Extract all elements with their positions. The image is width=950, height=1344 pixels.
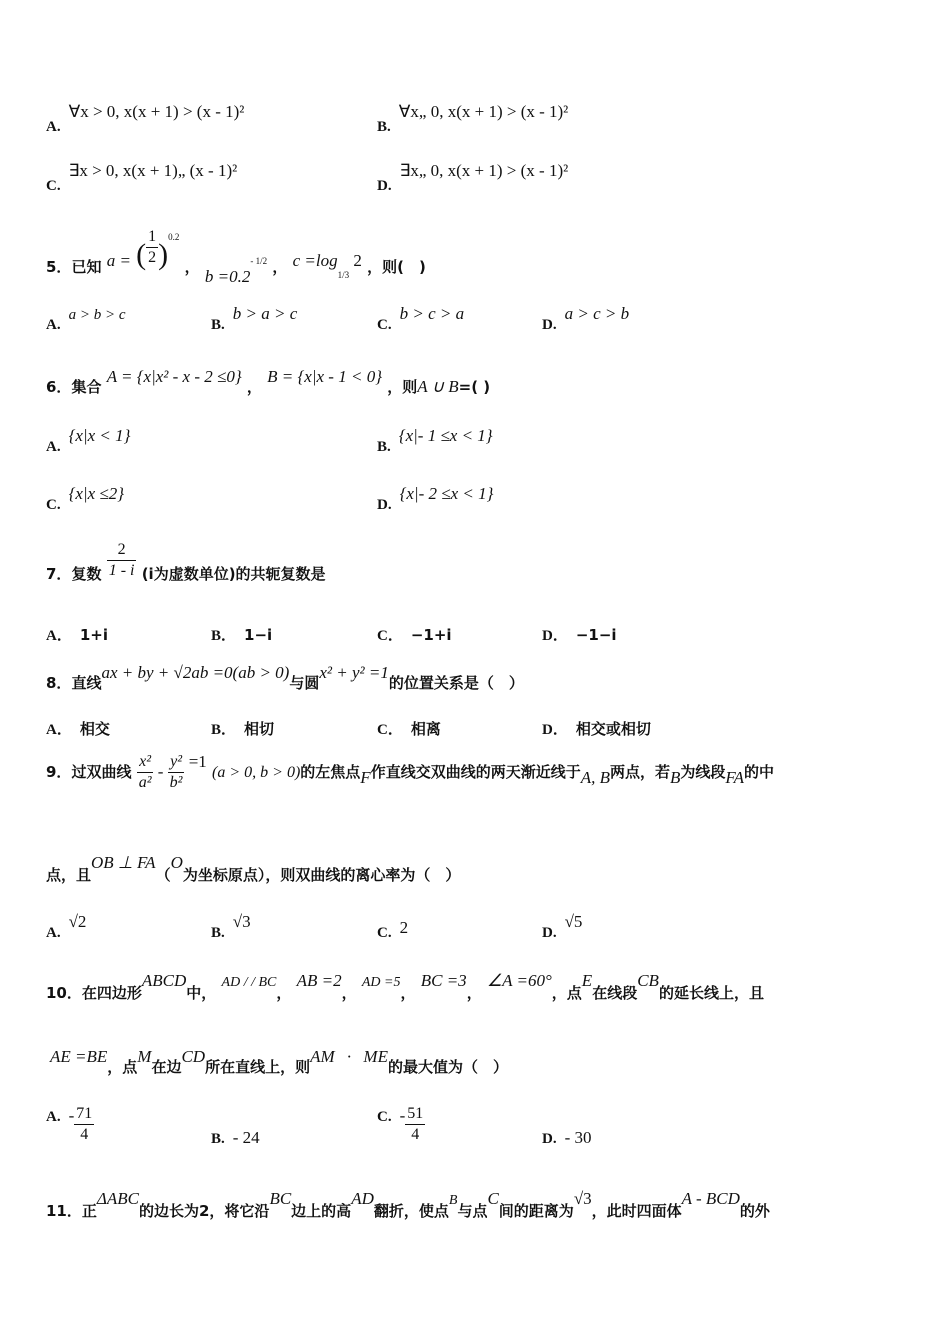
- q4-option-c[interactable]: [46, 161, 238, 194]
- q8-option-a[interactable]: [46, 718, 110, 739]
- q11-number: 11．: [46, 1202, 82, 1220]
- q10-ABCD: ABCD: [141, 971, 187, 990]
- q4-option-c-label: C.: [46, 178, 61, 194]
- q6-option-b-label: B.: [377, 439, 391, 455]
- q8-option-b-label: B．: [211, 722, 237, 738]
- q10-c4: ，: [466, 984, 482, 1002]
- q10-option-a-label: A.: [46, 1109, 61, 1125]
- q9-line2-pre: 点，且: [46, 866, 92, 884]
- q10-M: M: [137, 1047, 152, 1066]
- q6-post2: =( ): [458, 378, 491, 396]
- q9-option-c-label: C.: [377, 925, 392, 941]
- q9-frac-y: [168, 752, 185, 793]
- q7-number: 7．: [46, 565, 72, 583]
- q5-half-den: 2: [148, 249, 157, 266]
- q7-pre: 复数: [71, 565, 102, 583]
- q9-eq: =1: [184, 752, 207, 771]
- q6-post1: ，则: [387, 378, 418, 396]
- q5-option-b[interactable]: [211, 304, 298, 333]
- q10-option-c-label: C.: [377, 1109, 392, 1125]
- q8-mid: 与圆: [289, 674, 320, 692]
- q11-tet: A - BCD: [681, 1189, 740, 1208]
- q6-option-c-expr: {x|x ≤2}: [68, 484, 125, 503]
- q10-option-c-num: 51: [405, 1104, 425, 1125]
- q11-stem: [46, 1188, 770, 1220]
- q7-option-b[interactable]: [211, 624, 272, 645]
- q9-paren-open: （: [155, 866, 171, 884]
- q10-option-d-expr: - 30: [564, 1128, 592, 1147]
- q9-option-d[interactable]: [542, 912, 583, 941]
- q10-option-c[interactable]: [377, 1104, 425, 1145]
- q11-t6: ，此时四面体: [591, 1202, 682, 1220]
- q8-option-b-expr: 相切: [244, 720, 275, 738]
- q10-bc: BC =3: [420, 971, 467, 990]
- q5-option-a-label: A.: [46, 317, 61, 333]
- q7-option-c[interactable]: [377, 624, 452, 645]
- q10-number: 10．: [46, 984, 82, 1002]
- q10-stem-line1: [46, 970, 764, 1002]
- q6-option-c-label: C.: [46, 497, 61, 513]
- q9-option-c-expr: 2: [399, 918, 409, 937]
- q9-minus: -: [153, 762, 168, 781]
- q10-t4: 的延长线上，且: [658, 984, 764, 1002]
- q7-option-b-expr: 1−i: [244, 626, 273, 644]
- q8-option-c-expr: 相离: [410, 720, 441, 738]
- q11-C: C: [487, 1189, 499, 1208]
- q10-ae: AE =BE: [50, 1047, 108, 1066]
- q9-t2: 作直线交双曲线的两天渐近线于: [370, 763, 581, 781]
- q5-post: ，则( ): [367, 258, 426, 276]
- q11-B: B: [448, 1193, 458, 1208]
- q10-t5: ，点: [107, 1058, 138, 1076]
- q5-option-d-label: D.: [542, 317, 557, 333]
- q5-half-num: 1: [146, 227, 158, 248]
- q8-line-expr: ax + by + √2ab =0(ab > 0): [101, 663, 290, 682]
- q8-option-a-expr: 相交: [79, 720, 110, 738]
- q10-t1: 中，: [186, 984, 217, 1002]
- q4-option-b-expr: ∀x„ 0, x(x + 1) > (x - 1)²: [398, 102, 569, 121]
- q5-option-b-expr: b > a > c: [232, 304, 298, 323]
- q6-set-b: B = {x|x - 1 < 0}: [267, 367, 382, 386]
- q9-option-d-expr: √5: [564, 912, 583, 931]
- q7-option-b-label: B．: [211, 628, 237, 644]
- q9-t3: 两点，若: [609, 763, 670, 781]
- q5-c-base: 1/3: [337, 270, 350, 280]
- q10-t6: 在边: [151, 1058, 182, 1076]
- q10-option-b-label: B.: [211, 1131, 225, 1147]
- q4-option-d-label: D.: [377, 178, 392, 194]
- q9-a2: a²: [138, 774, 152, 791]
- q4-option-c-expr: ∃x > 0, x(x + 1)„ (x - 1)²: [68, 161, 238, 180]
- q10-pre: 在四边形: [81, 984, 142, 1002]
- q4-option-d[interactable]: [377, 161, 569, 194]
- q11-t3: 翻折，使点: [373, 1202, 449, 1220]
- q5-sep1: ，: [184, 258, 200, 276]
- q9-option-a-expr: √2: [68, 912, 87, 931]
- q11-pre: 正: [81, 1202, 97, 1220]
- q7-stem: [46, 540, 326, 581]
- q9-x2: x²: [137, 752, 154, 773]
- q7-option-d-label: D．: [542, 628, 568, 644]
- q9-O: O: [170, 853, 183, 872]
- q6-pre: 集合: [71, 378, 102, 396]
- q10-t7: 所在直线上，则: [205, 1058, 311, 1076]
- q9-B: B: [670, 768, 681, 787]
- q10-option-d[interactable]: [542, 1128, 592, 1148]
- q11-AD: AD: [351, 1189, 374, 1208]
- q10-c1: ，: [276, 984, 292, 1002]
- q10-t3: 在线段: [592, 984, 638, 1002]
- q10-t8: 的最大值为（ ）: [387, 1058, 508, 1076]
- q5-stem: 5．已知 a = ( $\frac{1}{2}$ )$^{0.2}$ ， $b =0.2^{- 1/2}$ ， $c =\log_{1/3}$ 2 ，则( ): [46, 228, 426, 286]
- q8-option-d-label: D．: [542, 722, 568, 738]
- q9-option-b[interactable]: [211, 912, 251, 941]
- q10-option-a[interactable]: [46, 1104, 94, 1145]
- q5-option-b-label: B.: [211, 317, 225, 333]
- q8-option-d-expr: 相交或相切: [575, 720, 651, 738]
- q6-number: 6．: [46, 378, 72, 396]
- q5-pre: 已知: [71, 258, 102, 276]
- q11-t1: 的边长为2，将它沿: [138, 1202, 270, 1220]
- q5-sep2: ，: [272, 258, 288, 276]
- q10-E: E: [581, 971, 593, 990]
- q7-option-a-label: A．: [46, 628, 72, 644]
- q9-number: 9．: [46, 763, 72, 781]
- q6-set-a: A = {x|x² - x - 2 ≤0}: [106, 367, 242, 386]
- q4-option-d-expr: ∃x„ 0, x(x + 1) > (x - 1)²: [399, 161, 569, 180]
- q5-option-c-label: C.: [377, 317, 392, 333]
- q10-t2: ，点: [551, 984, 582, 1002]
- q6-option-b-expr: {x|- 1 ≤x < 1}: [398, 426, 493, 445]
- q10-parallel: AD / / BC: [221, 975, 277, 990]
- q10-option-c-frac: [405, 1104, 425, 1145]
- q11-t7: 的外: [739, 1202, 770, 1220]
- q6-option-d[interactable]: [377, 484, 494, 513]
- q9-t4: 为线段: [680, 763, 726, 781]
- q10-option-a-num: 71: [74, 1104, 94, 1125]
- q4-option-a-expr: ∀x > 0, x(x + 1) > (x - 1)²: [68, 102, 245, 121]
- q8-post: 的位置关系是（ ）: [388, 674, 524, 692]
- q6-sep: ，: [246, 378, 262, 396]
- q9-stem-line1: [46, 752, 774, 793]
- q9-AB: A, B: [580, 768, 610, 787]
- q10-angle: ∠A =60°: [486, 971, 552, 990]
- q10-dot: AM · ME: [310, 1047, 388, 1066]
- q7-post: (i为虚数单位)的共轭复数是: [141, 565, 326, 583]
- q10-option-b[interactable]: [211, 1128, 260, 1148]
- q11-BC: BC: [269, 1189, 292, 1208]
- q5-option-d[interactable]: [542, 304, 630, 333]
- q9-option-a[interactable]: [46, 912, 87, 941]
- q11-tri: ΔABC: [96, 1189, 139, 1208]
- q5-c-arg: 2: [349, 251, 362, 270]
- q5-option-d-expr: a > c > b: [564, 304, 630, 323]
- q8-option-d[interactable]: [542, 718, 651, 739]
- q9-pre: 过双曲线: [71, 763, 132, 781]
- q8-option-b[interactable]: [211, 718, 274, 739]
- q9-option-b-expr: √3: [232, 912, 251, 931]
- q8-option-a-label: A．: [46, 722, 72, 738]
- q5-option-c-expr: b > c > a: [399, 304, 465, 323]
- q10-ab: AB =2: [296, 971, 342, 990]
- q8-pre: 直线: [71, 674, 102, 692]
- q6-option-c[interactable]: [46, 484, 125, 513]
- q6-option-b[interactable]: [377, 426, 493, 455]
- q5-b-exponent: - 1/2: [250, 256, 268, 266]
- q9-F: F: [360, 768, 371, 787]
- q6-option-a-label: A.: [46, 439, 61, 455]
- q9-b2: b²: [169, 774, 183, 791]
- q8-option-c[interactable]: [377, 718, 441, 739]
- q9-t5: 的中: [743, 763, 774, 781]
- q9-line2-post: 为坐标原点），则双曲线的离心率为（ ）: [182, 866, 461, 884]
- q10-option-c-den: 4: [411, 1126, 420, 1143]
- q7-option-c-expr: −1+i: [410, 626, 452, 644]
- q10-option-b-expr: - 24: [232, 1128, 260, 1147]
- q5-option-a[interactable]: [46, 304, 126, 333]
- q7-frac-num: 2: [107, 540, 137, 561]
- q4-option-b[interactable]: [377, 102, 569, 135]
- q9-cond: (a > 0, b > 0): [212, 764, 301, 781]
- q6-option-d-label: D.: [377, 497, 392, 513]
- q5-half: [146, 227, 158, 268]
- q5-number: 5．: [46, 258, 72, 276]
- q9-option-d-label: D.: [542, 925, 557, 941]
- q10-CB: CB: [637, 971, 659, 990]
- q11-t2: 边上的高: [291, 1202, 352, 1220]
- q10-option-a-frac: [74, 1104, 94, 1145]
- q6-union: A ∪ B: [417, 377, 459, 396]
- q8-circle-expr: x² + y² =1: [319, 663, 389, 682]
- q8-stem: [46, 662, 524, 692]
- q11-t4: 与点: [457, 1202, 488, 1220]
- q5-c-expr: c =log: [292, 251, 338, 270]
- q7-frac-den: 1 - i: [108, 562, 135, 579]
- q10-c3: ，: [400, 984, 416, 1002]
- q6-stem: [46, 366, 491, 396]
- q9-t1: 的左焦点: [300, 763, 361, 781]
- q10-option-d-label: D.: [542, 1131, 557, 1147]
- q6-option-a-expr: {x|x < 1}: [68, 426, 131, 445]
- q7-option-d-expr: −1−i: [575, 626, 617, 644]
- q9-frac-x: [137, 752, 154, 793]
- q7-option-c-label: C．: [377, 628, 403, 644]
- q9-option-b-label: B.: [211, 925, 225, 941]
- q10-stem-line2: [50, 1046, 508, 1076]
- q8-option-c-label: C．: [377, 722, 403, 738]
- q9-option-a-label: A.: [46, 925, 61, 941]
- q5-a-exponent: 0.2: [168, 232, 180, 242]
- q5-a-expr: a =: [106, 251, 131, 270]
- q6-option-d-expr: {x|- 2 ≤x < 1}: [399, 484, 494, 503]
- q9-option-c[interactable]: [377, 912, 409, 941]
- q11-sqrt3: √3: [573, 1189, 592, 1208]
- q7-option-d[interactable]: [542, 624, 617, 645]
- q4-option-b-label: B.: [377, 119, 391, 135]
- q10-CD: CD: [181, 1047, 206, 1066]
- q9-stem-line2: [46, 852, 461, 884]
- q9-FA: FA: [725, 768, 744, 787]
- q5-option-a-expr: a > b > c: [68, 307, 126, 323]
- q8-number: 8．: [46, 674, 72, 692]
- q6-option-a[interactable]: [46, 426, 131, 455]
- q11-t5: 间的距离为: [498, 1202, 574, 1220]
- q10-c2: ，: [341, 984, 357, 1002]
- q10-option-a-den: 4: [80, 1126, 89, 1143]
- q10-option-c-sign: -: [399, 1106, 406, 1125]
- q10-ad: AD =5: [361, 975, 401, 990]
- q5-b-expr: b =0.2: [204, 267, 251, 286]
- q9-perp: OB ⊥ FA: [91, 853, 156, 872]
- q7-option-a[interactable]: [46, 624, 108, 645]
- q10-option-a-sign: -: [68, 1106, 75, 1125]
- q7-option-a-expr: 1+i: [79, 626, 108, 644]
- q4-option-a-label: A.: [46, 119, 61, 135]
- q5-option-c[interactable]: [377, 304, 465, 333]
- q9-y2: y²: [168, 752, 185, 773]
- q7-fraction: [107, 540, 137, 581]
- q4-option-a[interactable]: [46, 102, 245, 135]
